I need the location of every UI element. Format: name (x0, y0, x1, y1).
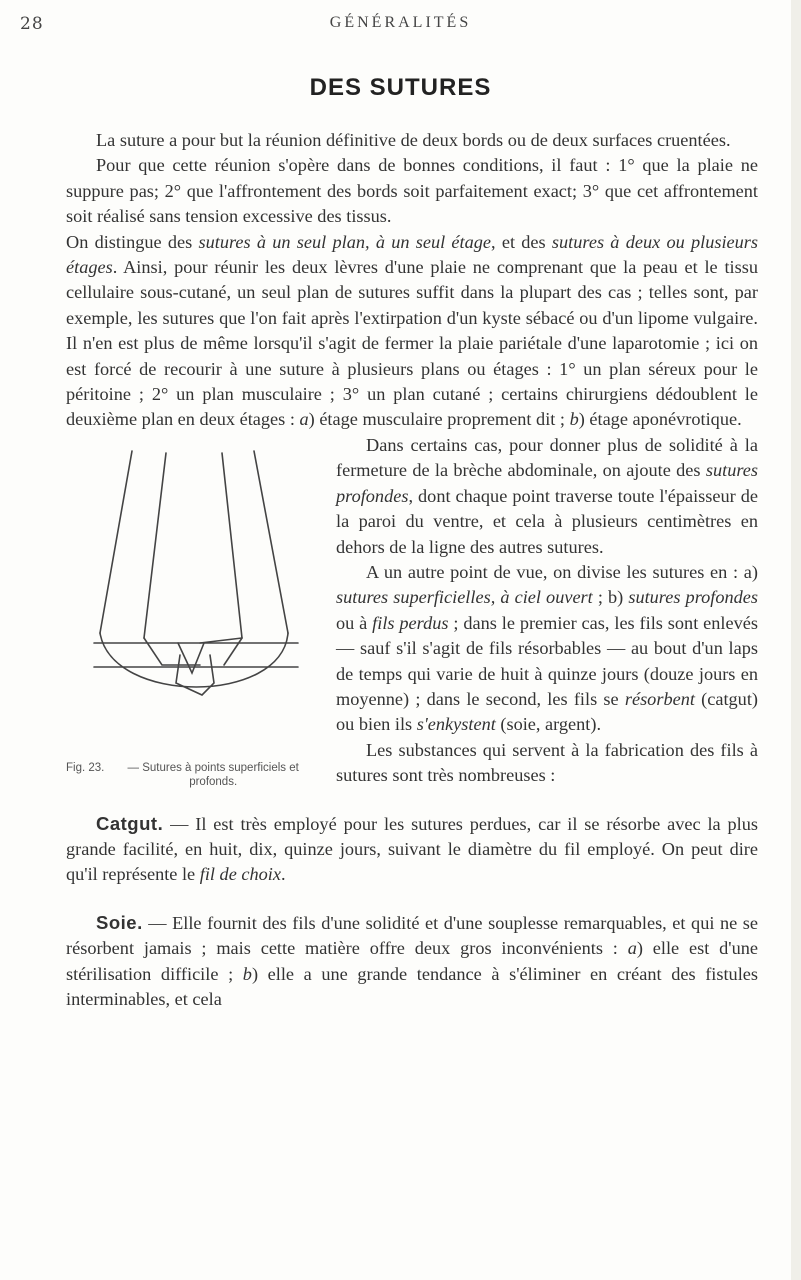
inner-loop-left (144, 638, 200, 665)
body-text (66, 128, 758, 1012)
suture-diagram (92, 443, 302, 743)
figure-caption-text: — Sutures à points superficiels et profonds. (127, 761, 299, 788)
deep-suture-right-outer (254, 451, 288, 633)
figure-caption (66, 761, 314, 789)
paragraph-substances: Les substances qui servent à la fabrication des fils à sutures sont très nombreuses : (336, 739, 758, 786)
superficial-suture-right (222, 453, 242, 638)
paragraph-catgut: Catgut. — Il est très employé pour les sutures perdues, car il se résorbe avec la plus grande facilité, en huit, dix, quinze jours, suivant le diamètre du fil employé. On peut dire qu'il représente le fil de choix. (66, 812, 758, 885)
superficial-suture-left (144, 453, 166, 638)
term-soie: Soie. (96, 911, 143, 933)
deep-v (176, 655, 214, 695)
paragraph-conditions: Pour que cette réunion s'opère dans de bonnes conditions, il faut : 1° que la plaie ne suppure pas; 2° que l'affrontement des bords soit parfaitement exact; 3° que cet affrontement soit réalisé sans tension excessive des tissus. On distingue des sutures à un seul plan, à un seul étage, et des sutures à deux ou plusieurs étages. Ainsi, pour réunir les deux lèvres d'une plaie ne comprenant que la peau et le tissu cellulaire sous-cutané, un seul plan de sutures suffit dans la plupart des cas ; telles sont, par exemple, les sutures que l'on fait après l'extirpation d'un kyste sébacé ou d'un lipome vulgaire. Il n'en est plus de même lorsqu'il s'agit de fermer la plaie pariétale d'une laparotomie ; ici on est forcé de recourir à une suture à plusieurs plans ou étages : 1° un plan séreux pour le péritoine ; 2° un plan musculaire ; 3° un plan cutané ; certains chirurgiens dédoublent le deuxième plan en deux étages : a) étage musculaire proprement dit ; b) étage aponévrotique. (66, 155, 759, 430)
running-head (0, 14, 801, 38)
deep-suture-left-outer (100, 451, 132, 633)
figure-23 (66, 437, 314, 789)
section-title: DES SUTURES (309, 74, 492, 101)
inner-loop-right (224, 638, 242, 665)
deep-suture-loop (100, 633, 288, 687)
paragraph-definition: La suture a pour but la réunion définitive de deux bords ou de deux surfaces cruentées. (96, 130, 731, 150)
running-title: GÉNÉRALITÉS (329, 14, 472, 31)
paragraph-types: A un autre point de vue, on divise les sutures en : a) sutures superficielles, à ciel ouvert ; b) sutures profondes ou à fils perdus ; dans le premier cas, les fils sont enlevés — sauf s'il s'agit de fils résorbables — au bout d'un laps de temps qui varie de huit à quinze jours (douze jours en moyenne) ; dans le second, les fils se résorbent (catgut) ou bien ils s'enkystent (soie, argent). (336, 561, 758, 735)
figure-label: Fig. 23. (66, 761, 105, 774)
inner-v (178, 643, 204, 673)
page-edge (791, 0, 801, 1280)
paragraph-soie: Soie. — Elle fournit des fils d'une solidité et d'une souplesse remarquables, et qui ne se résorbent jamais ; mais cette matière offre deux gros inconvénients : a) elle est d'une stérilisation difficile ; b) elle a une grande tendance à s'éliminer en créant des fistules interminables, et cela (66, 911, 758, 1009)
term-catgut: Catgut. (96, 812, 164, 834)
paragraph-deep-sutures: Dans certains cas, pour donner plus de solidité à la fermeture de la brèche abdominale, on ajoute des sutures profondes, dont chaque point traverse toute l'épaisseur de la paroi du ventre, et cela à plusieurs centimètres en dehors de la ligne des autres sutures. (336, 434, 758, 557)
page-number: 28 (20, 14, 44, 34)
